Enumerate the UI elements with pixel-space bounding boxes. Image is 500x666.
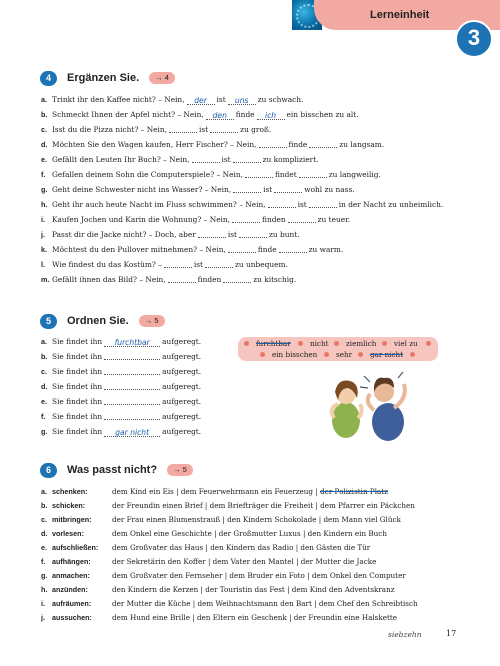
- word-bank: [238, 337, 438, 361]
- exercise-4-item: m. Gefällt ihnen das Bild? – Nein, finden zu kitschig.: [41, 275, 297, 284]
- answer-field[interactable]: [233, 155, 261, 163]
- answer-field[interactable]: [279, 245, 307, 253]
- exercise-5-item: b. Sie findet ihn aufgeregt.: [41, 352, 202, 361]
- exercise-6-heading: [40, 462, 193, 478]
- word-bank-item: ziemlich: [346, 339, 377, 348]
- answer-field[interactable]: [299, 170, 327, 178]
- answer-field[interactable]: [233, 185, 261, 193]
- answer-field[interactable]: [309, 200, 337, 208]
- answer-field[interactable]: [239, 230, 267, 238]
- answer-field[interactable]: [232, 215, 260, 223]
- man-figure: [372, 403, 404, 441]
- exercise-6-row: j. aussuchen: dem Hund eine Brille | den Eltern ein Geschenk | der Freundin eine Halskette: [41, 613, 398, 622]
- page-number-word: siebzehn: [388, 630, 422, 639]
- exercise-number: 5: [40, 314, 57, 329]
- exercise-6-row: a. schenken: dem Kind ein Eis | dem Feuerwehrmann ein Feuerzeug | der Polizistin Platz: [41, 487, 388, 496]
- bullet-dot: [382, 341, 387, 346]
- exercise-5-item: c. Sie findet ihn aufgeregt.: [41, 367, 202, 376]
- answer-field[interactable]: [288, 215, 316, 223]
- answer-field[interactable]: [223, 275, 251, 283]
- lesson-label: Lerneinheit: [370, 9, 430, 21]
- word-bank-item: gar nicht: [370, 350, 404, 359]
- answer-field[interactable]: [268, 200, 296, 208]
- answer-field[interactable]: uns: [228, 96, 256, 105]
- word-bank-item: viel zu: [394, 339, 418, 348]
- bullet-dot: [244, 341, 249, 346]
- exercise-4-item: j. Passt dir die Jacke nicht? – Doch, aber ist zu bunt.: [41, 230, 300, 239]
- exercise-title: Was passt nicht?: [67, 464, 158, 476]
- reference-badge: → 4: [149, 72, 175, 84]
- exercise-4-item: k. Möchtest du den Pullover mitnehmen? – Nein, finde zu warm.: [41, 245, 344, 254]
- answer-field[interactable]: den: [206, 111, 234, 120]
- exercise-4-item: e. Gefällt den Leuten Ihr Buch? – Nein, ist zu kompliziert.: [41, 155, 319, 164]
- answer-field[interactable]: gar nicht: [104, 428, 160, 437]
- exercise-title: Ergänzen Sie.: [67, 72, 140, 84]
- word-bank-item: ein bisschen: [272, 350, 318, 359]
- page-number: 17: [446, 629, 457, 638]
- word-bank-item: furchtbar: [256, 339, 291, 348]
- exercise-5-item: a. Sie findet ihn furchtbar aufgeregt.: [41, 337, 202, 347]
- answer-field[interactable]: [168, 275, 196, 283]
- exercise-4-heading: [40, 70, 175, 86]
- answer-field[interactable]: [169, 125, 197, 133]
- bullet-dot: [298, 341, 303, 346]
- exercise-4-item: c. Isst du die Pizza nicht? – Nein, ist zu groß.: [41, 125, 272, 134]
- answer-field[interactable]: [104, 382, 160, 390]
- word-bank-item: nicht: [310, 339, 329, 348]
- exercise-4-item: g. Geht deine Schwester nicht ins Wasser? – Nein, ist wohl zu nass.: [41, 185, 355, 194]
- answer-field[interactable]: [228, 245, 256, 253]
- answer-field[interactable]: [210, 125, 238, 133]
- exercise-6-row: g. anmachen: dem Großvater den Fernseher | dem Bruder ein Foto | dem Onkel den Computer: [41, 571, 406, 580]
- exercise-4-item: d. Möchten Sie den Wagen kaufen, Herr Fischer? – Nein, finde zu langsam.: [41, 140, 385, 149]
- answer-field[interactable]: [104, 352, 160, 360]
- answer-field[interactable]: ich: [257, 111, 285, 120]
- bullet-dot: [426, 341, 431, 346]
- answer-field[interactable]: [192, 155, 220, 163]
- exercise-5-item: d. Sie findet ihn aufgeregt.: [41, 382, 202, 391]
- answer-field[interactable]: der: [187, 96, 215, 105]
- answer-field[interactable]: [198, 230, 226, 238]
- answer-field[interactable]: [104, 367, 160, 375]
- page-header: [0, 0, 500, 50]
- answer-field[interactable]: [245, 170, 273, 178]
- answer-field[interactable]: [309, 140, 337, 148]
- exercise-4-item: i. Kaufen Jochen und Karin die Wohnung? – Nein, finden zu teuer.: [41, 215, 351, 224]
- crossed-out-answer: der Polizistin Platz: [319, 487, 388, 496]
- bullet-dot: [334, 341, 339, 346]
- exercise-6-row: f. aufhängen: der Sekretärin den Koffer | dem Vater den Mantel | der Mutter die Jacke: [41, 557, 377, 566]
- exercise-4-item: l. Wie findest du das Kostüm? – ist zu unbequem.: [41, 260, 288, 269]
- answer-field[interactable]: furchtbar: [104, 338, 160, 347]
- bullet-dot: [260, 352, 265, 357]
- answer-field[interactable]: [205, 260, 233, 268]
- exercise-number: 6: [40, 463, 57, 478]
- exercise-title: Ordnen Sie.: [67, 315, 129, 327]
- illustration-couple: [318, 368, 418, 444]
- answer-field[interactable]: [274, 185, 302, 193]
- answer-field[interactable]: [164, 260, 192, 268]
- exercise-5-heading: [40, 313, 165, 329]
- reference-badge: → 5: [167, 464, 193, 476]
- exercise-6-row: i. aufräumen: der Mutter die Küche | dem Weihnachtsmann den Bart | dem Chef den Schreibtisch: [41, 599, 418, 608]
- exercise-number: 4: [40, 71, 57, 86]
- exercise-6-row: b. schicken: der Freundin einen Brief | dem Briefträger die Freiheit | dem Pfarrer ein Päckchen: [41, 501, 415, 510]
- exercise-5-item: g. Sie findet ihn gar nicht aufgeregt.: [41, 427, 202, 437]
- word-bank-item: sehr: [336, 350, 353, 359]
- reference-badge: → 5: [139, 315, 165, 327]
- bullet-dot: [324, 352, 329, 357]
- answer-field[interactable]: [104, 397, 160, 405]
- exercise-5-item: e. Sie findet ihn aufgeregt.: [41, 397, 202, 406]
- unit-badge: [455, 20, 493, 58]
- exercise-6-row: d. vorlesen: dem Onkel eine Geschichte | der Großmutter Luxus | den Kindern ein Buch: [41, 529, 387, 538]
- bullet-dot: [358, 352, 363, 357]
- exercise-6-row: h. anzünden: den Kindern die Kerzen | der Touristin das Fest | dem Kind den Adventskranz: [41, 585, 395, 594]
- exercise-6-row: e. aufschließen: dem Großvater das Haus | den Kindern das Radio | den Gästen die Tür: [41, 543, 371, 552]
- exercise-6-row: c. mitbringen: der Frau einen Blumenstrauß | den Kindern Schokolade | dem Mann viel Glück: [41, 515, 401, 524]
- bullet-dot: [410, 352, 415, 357]
- answer-field[interactable]: [104, 412, 160, 420]
- exercise-4-item: b. Schmeckt Ihnen der Apfel nicht? – Nein, den finde ich ein bisschen zu alt.: [41, 110, 359, 120]
- answer-field[interactable]: [259, 140, 287, 148]
- exercise-5-item: f. Sie findet ihn aufgeregt.: [41, 412, 202, 421]
- woman-figure: [332, 402, 360, 438]
- exercise-4-item: h. Geht ihr auch heute Nacht im Fluss schwimmen? – Nein, ist in der Nacht zu unheimlich.: [41, 200, 444, 209]
- exercise-4-item: f. Gefallen deinem Sohn die Computerspiele? – Nein, findet zu langweilig.: [41, 170, 381, 179]
- unit-number: 3: [467, 25, 481, 50]
- exercise-4-item: a. Trinkt ihr den Kaffee nicht? – Nein, der ist uns zu schwach.: [41, 95, 304, 105]
